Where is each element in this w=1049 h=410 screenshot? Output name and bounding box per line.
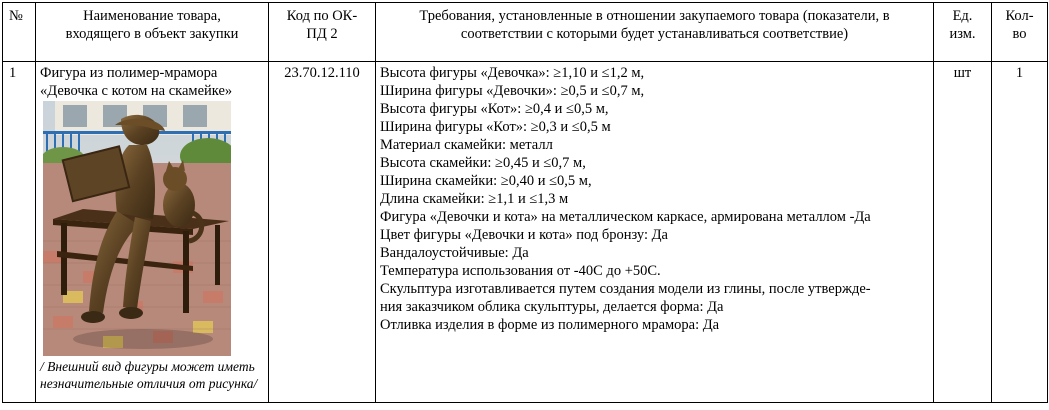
row-code: 23.70.12.110 [269, 62, 376, 403]
header-qty [992, 3, 1048, 62]
header-requirements-line-1: Требования, установленные в отношении закупаемого товара (показатели, в [419, 8, 890, 24]
requirement-line: Высота фигуры «Кот»: ≥0,4 и ≤0,5 м, [380, 101, 609, 117]
header-name [36, 3, 269, 62]
row-unit: шт [934, 62, 992, 403]
requirement-line: Ширина фигуры «Девочки»: ≥0,5 и ≤0,7 м, [380, 83, 645, 99]
requirement-line: Отливка изделия в форме из полимерного мрамора: Да [380, 317, 720, 333]
header-requirements [376, 3, 934, 62]
header-unit [934, 3, 992, 62]
row-qty: 1 [992, 62, 1048, 403]
header-name-line-2: входящего в объект закупки [65, 26, 239, 42]
row-name-line-1: Фигура из полимер-мрамора [40, 65, 218, 81]
header-name-line-1: Наименование товара, [83, 8, 221, 24]
requirement-line: Ширина фигуры «Кот»: ≥0,3 и ≤0,5 м [380, 119, 611, 135]
requirement-line: Температура использования от -40С до +50С. [380, 263, 661, 279]
requirement-line: Высота скамейки: ≥0,45 и ≤0,7 м, [380, 155, 586, 171]
photo-note: / Внешний вид фигуры может иметь незначительные отличия от рисунка/ [40, 359, 258, 391]
requirement-line: Цвет фигуры «Девочки и кота» под бронзу: Да [380, 227, 668, 243]
header-qty-line-1: Кол- [1005, 8, 1034, 24]
requirement-line: Фигура «Девочки и кота» на металлическом каркасе, армирована металлом -Да [380, 209, 871, 225]
header-num [3, 3, 36, 62]
header-num-label: № [9, 8, 23, 24]
sculpture-photo [43, 101, 231, 356]
header-qty-line-2: во [1012, 26, 1027, 42]
requirement-line: Вандалоустойчивые: Да [380, 245, 529, 261]
requirement-line: Материал скамейки: металл [380, 137, 553, 153]
spec-table [2, 2, 1048, 403]
header-unit-line-2: изм. [949, 26, 976, 42]
row-num: 1 [3, 62, 36, 403]
requirement-line: Длина скамейки: ≥1,1 и ≤1,3 м [380, 191, 569, 207]
row-name-line-2: «Девочка с котом на скамейке» [40, 83, 233, 99]
requirement-line: Ширина скамейки: ≥0,40 и ≤0,5 м, [380, 173, 592, 189]
header-row [3, 3, 1048, 62]
header-code [269, 3, 376, 62]
requirement-line: ния заказчиком облика скульптуры, делается форма: Да [380, 299, 724, 315]
table-row [3, 62, 1048, 403]
header-unit-line-1: Ед. [952, 8, 973, 24]
row-requirements [376, 62, 934, 403]
header-requirements-line-2: соответствии с которыми будет устанавливаться соответствие) [460, 26, 849, 42]
header-code-line-1: Код по ОК- [286, 8, 358, 24]
row-name-cell [36, 62, 269, 403]
requirement-line: Высота фигуры «Девочка»: ≥1,10 и ≤1,2 м, [380, 65, 645, 81]
header-code-line-2: ПД 2 [306, 26, 338, 42]
requirement-line: Скульптура изготавливается путем создания модели из глины, после утвержде- [380, 281, 871, 297]
